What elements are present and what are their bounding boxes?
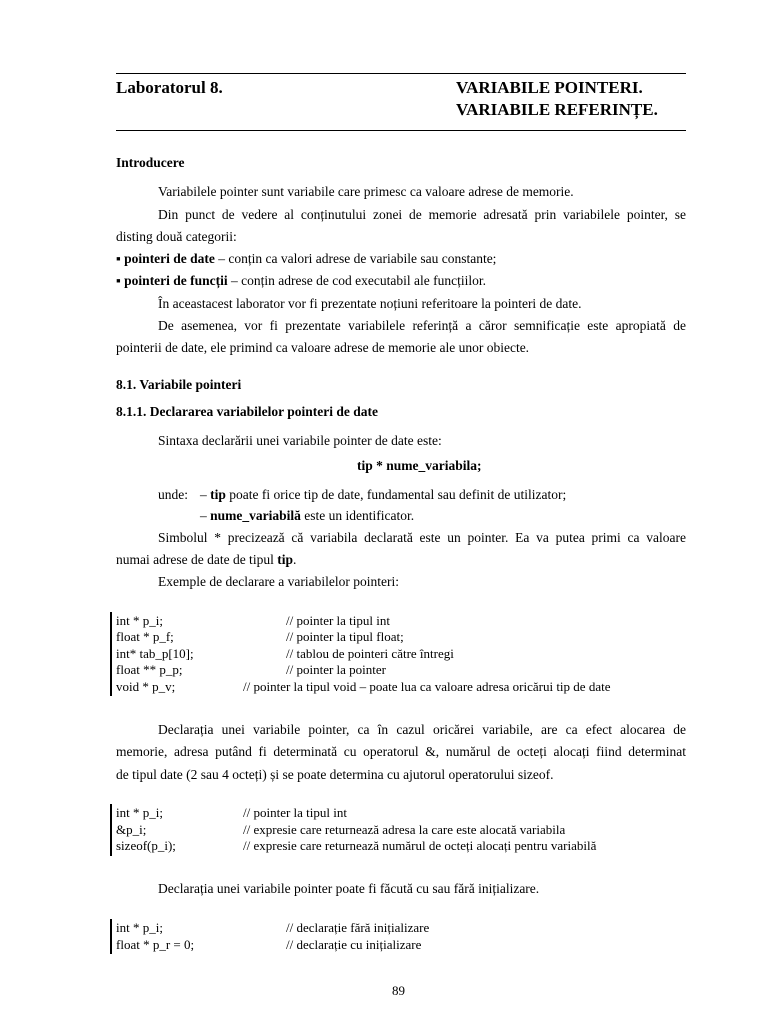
syntax-intro: Sintaxa declarării unei variabile pointer de date este: [158, 433, 442, 448]
decl-paragraph-line2: memorie, adresa putând fi determinată cu operatorul &, numărul de octeți alocați fiind determinat [116, 744, 686, 759]
code1-line: int* tab_p[10]; [116, 646, 194, 661]
decl-paragraph-line3: de tipul date (2 sau 4 octeți) și se poate determina cu ajutorul operatorului sizeof. [116, 767, 554, 782]
header-bottom-rule [116, 130, 686, 131]
code3-comment: // declarație cu inițializare [286, 937, 422, 952]
code1-comment: // tablou de pointeri către întregi [286, 646, 454, 661]
simbol-paragraph-line1: Simbolul * precizează că variabila declarată este un pointer. Ea va putea primi ca valoare [158, 530, 686, 545]
code1-comment: // pointer la tipul float; [286, 629, 404, 644]
code3-line: int * p_i; [116, 920, 163, 935]
code3-line: float * p_r = 0; [116, 937, 195, 952]
intro-heading: Introducere [116, 155, 185, 170]
intro-paragraph-2-line1: Din punct de vedere al conținutului zonei de memorie adresată prin variabilele pointer, se [158, 207, 686, 222]
definition-nume-variabila: – nume_variabilă este un identificator. [200, 508, 415, 523]
code1-comment: // pointer la tipul void – poate lua ca valoare adresa oricărui tip de date [243, 679, 611, 694]
intro-paragraph-2-line2: disting două categorii: [116, 229, 237, 244]
unde-label: unde: [158, 487, 188, 502]
init-paragraph: Declarația unei variabile pointer poate fi făcută cu sau fără inițializare. [158, 881, 540, 896]
code-block-2 [110, 804, 112, 856]
intro-paragraph-4-line2: pointerii de date, ele primind ca valoare adrese de memorie ale unor obiecte. [116, 340, 530, 355]
decl-paragraph-line1: Declarația unei variabile pointer, ca în cazul oricărei variabile, are ca efect alocarea de [158, 722, 686, 737]
syntax-declaration: tip * nume_variabila; [357, 458, 482, 473]
chapter-title-line1: VARIABILE POINTERI. [456, 78, 643, 97]
lab-number: Laboratorul 8. [116, 78, 223, 97]
definition-tip: – tip poate fi orice tip de date, fundamental sau definit de utilizator; [200, 487, 567, 502]
chapter-title-line2: VARIABILE REFERINȚE. [456, 100, 658, 119]
code-block-1 [110, 612, 112, 696]
code3-comment: // declarație fără inițializare [286, 920, 430, 935]
examples-intro: Exemple de declarare a variabilelor pointeri: [158, 574, 400, 589]
intro-paragraph-1: Variabilele pointer sunt variabile care primesc ca valoare adrese de memorie. [158, 184, 574, 199]
code1-line: float * p_f; [116, 629, 174, 644]
code1-line: void * p_v; [116, 679, 176, 694]
bullet-pointeri-de-functii: ▪ pointeri de funcții – conțin adrese de cod executabil ale funcțiilor. [116, 273, 486, 288]
page-number: 89 [392, 983, 405, 998]
section-heading-8-1: 8.1. Variabile pointeri [116, 377, 242, 392]
code2-line: &p_i; [116, 822, 147, 837]
code2-comment: // pointer la tipul int [243, 805, 347, 820]
bullet-pointeri-de-date: ▪ pointeri de date – conțin ca valori adrese de variabile sau constante; [116, 251, 497, 266]
code1-line: float ** p_p; [116, 662, 183, 677]
code2-line: sizeof(p_i); [116, 838, 176, 853]
code2-line: int * p_i; [116, 805, 163, 820]
code1-line: int * p_i; [116, 613, 163, 628]
header-top-rule [116, 73, 686, 74]
simbol-paragraph-line2: numai adrese de date de tipul tip. [116, 552, 297, 567]
section-heading-8-1-1: 8.1.1. Declararea variabilelor pointeri de date [116, 404, 378, 419]
code1-comment: // pointer la pointer [286, 662, 387, 677]
code-block-3 [110, 919, 112, 954]
code2-comment: // expresie care returnează adresa la care este alocată variabila [243, 822, 566, 837]
intro-paragraph-3: În aceastacest laborator vor fi prezentate noțiuni referitoare la pointeri de date. [158, 296, 582, 311]
code1-comment: // pointer la tipul int [286, 613, 390, 628]
code2-comment: // expresie care returnează numărul de octeți alocați pentru variabilă [243, 838, 597, 853]
intro-paragraph-4-line1: De asemenea, vor fi prezentate variabilele referință a căror semnificație este apropiată de [158, 318, 686, 333]
